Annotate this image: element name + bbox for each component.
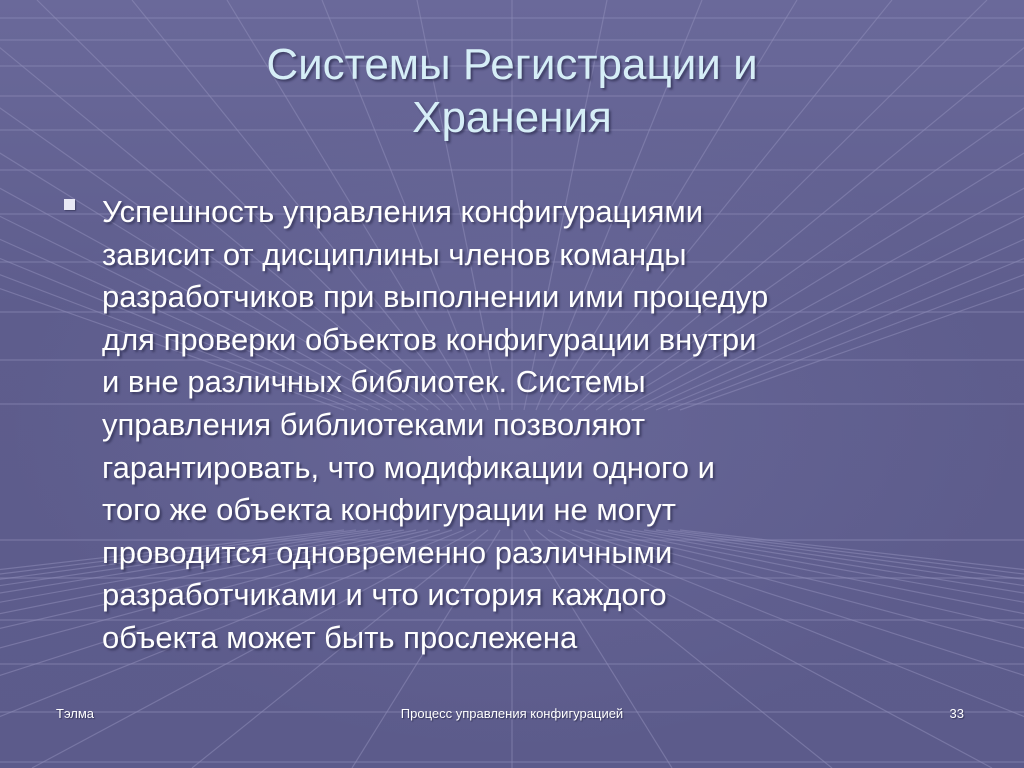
bullet-item-text [102,191,972,660]
bullet-text-line: объекта может быть прослежена [102,619,578,655]
square-bullet-icon [64,199,75,210]
bullet-text-line: разработчиками и что история каждого [102,577,667,613]
bullet-text-line: Успешность управления конфигурациями [102,194,704,229]
bullet-text-line: того же объекта конфигурации не могут [102,492,676,528]
footer-author: Тэлма [56,706,95,721]
bullet-text-line: гарантировать, что модификации одного и [102,449,715,485]
footer-title: Процесс управления конфигурацией [400,706,624,721]
slide-title-line-2: Хранения [412,93,612,142]
slide-title [60,38,964,144]
bullet-text-line: зависит от дисциплины членов команды [102,236,687,272]
bullet-text-line: управления библиотеками позволяют [102,406,646,442]
bullet-text-line: проводится одновременно различными [102,534,673,570]
bullet-text-line: и вне различных библиотек. Системы [102,364,646,400]
bullet-text-line: разработчиков при выполнении ими процедур [102,279,769,315]
footer-page-number: 33 [949,706,964,721]
slide-title-line-1: Системы Регистрации и [266,40,758,89]
bullet-text-line: для проверки объектов конфигурации внутри [102,321,757,357]
